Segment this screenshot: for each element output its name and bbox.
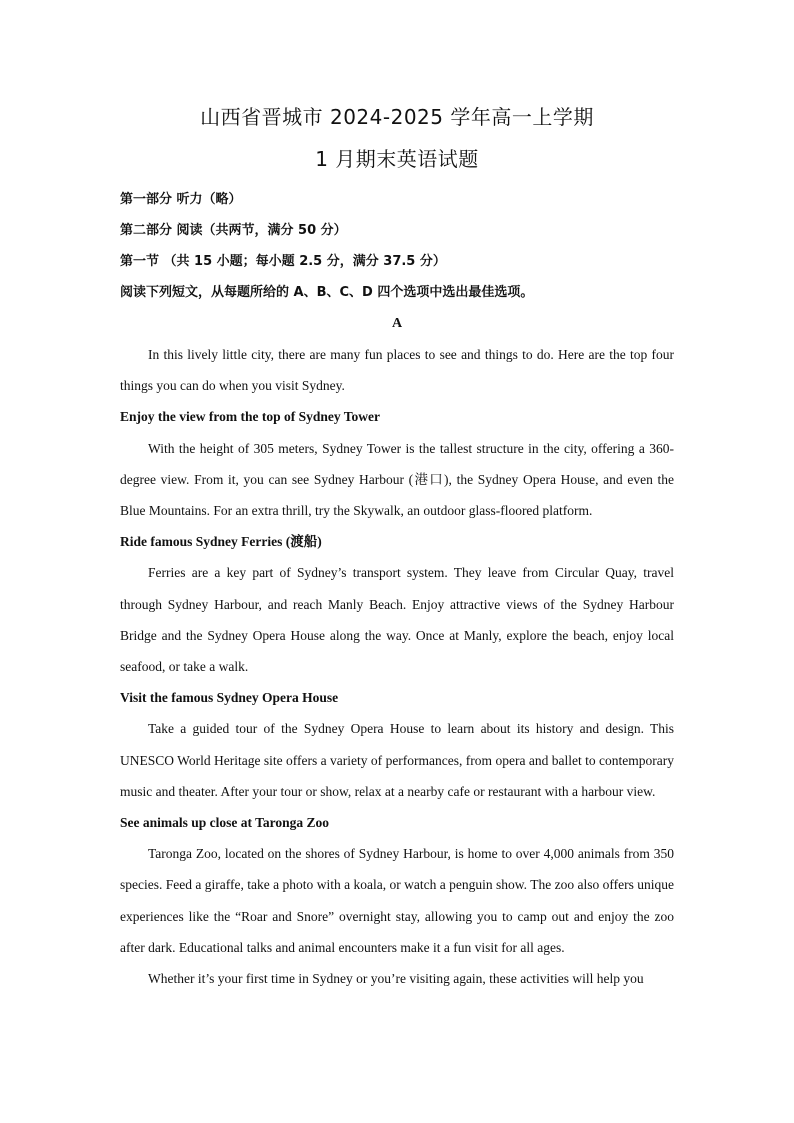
section-body-sydney-tower: With the height of 305 meters, Sydney Tower is the tallest structure in the city, offering a 360-degree view. From it, you can see Sydney Harbour (港口), the Sydney Opera House, and even the Blue Mountains. For an extra thrill, try the Skywalk, an outdoor glass-floored platform.: [120, 440, 674, 519]
section-body-taronga-zoo: Taronga Zoo, located on the shores of Sydney Harbour, is home to over 4,000 animals from 350 species. Feed a giraffe, take a photo with a koala, or watch a penguin show. The zoo also offers unique experiences like the “Roar and Snore” overnight stay, allowing you to camp out and enjoy the zoo after dark. Educational talks and animal encounters make it a fun visit for all ages.: [120, 846, 674, 955]
section-heading-ferries: Ride famous Sydney Ferries (渡船): [120, 534, 322, 550]
document-title-line2: 1 月期末英语试题: [315, 147, 479, 171]
part2-heading: 第二部分 阅读（共两节，满分 50 分）: [120, 223, 347, 238]
passage-label: A: [391, 316, 403, 331]
part1-heading: 第一部分 听力（略）: [120, 192, 242, 207]
reading-instructions: 阅读下列短文，从每题所给的 A、B、C、D 四个选项中选出最佳选项。: [120, 285, 534, 300]
passage-closing: Whether it’s your first time in Sydney or you’re visiting again, these activities will help you: [148, 971, 644, 987]
passage-intro: In this lively little city, there are many fun places to see and things to do. Here are the top four things you can do when you visit Sydney.: [120, 347, 674, 394]
section-body-opera-house: Take a guided tour of the Sydney Opera House to learn about its history and design. This UNESCO World Heritage site offers a variety of performances, from opera and ballet to contemporary music and theater. After your tour or show, relax at a nearby cafe or restaurant with a harbour view.: [120, 721, 674, 799]
section-heading-opera-house: Visit the famous Sydney Opera House: [120, 690, 339, 706]
section1-heading: 第一节 （共 15 小题；每小题 2.5 分，满分 37.5 分）: [120, 254, 446, 269]
section-heading-sydney-tower: Enjoy the view from the top of Sydney Tower: [120, 409, 381, 425]
section-heading-taronga-zoo: See animals up close at Taronga Zoo: [120, 815, 330, 831]
document-title-line1: 山西省晋城市 2024-2025 学年高一上学期: [200, 105, 594, 129]
exam-page: [120, 100, 674, 994]
section-body-ferries: Ferries are a key part of Sydney’s transport system. They leave from Circular Quay, travel through Sydney Harbour, and reach Manly Beach. Enjoy attractive views of the Sydney Harbour Bridge and the Sydney Opera House along the way. Once at Manly, explore the beach, enjoy local seafood, or take a walk.: [120, 565, 674, 675]
